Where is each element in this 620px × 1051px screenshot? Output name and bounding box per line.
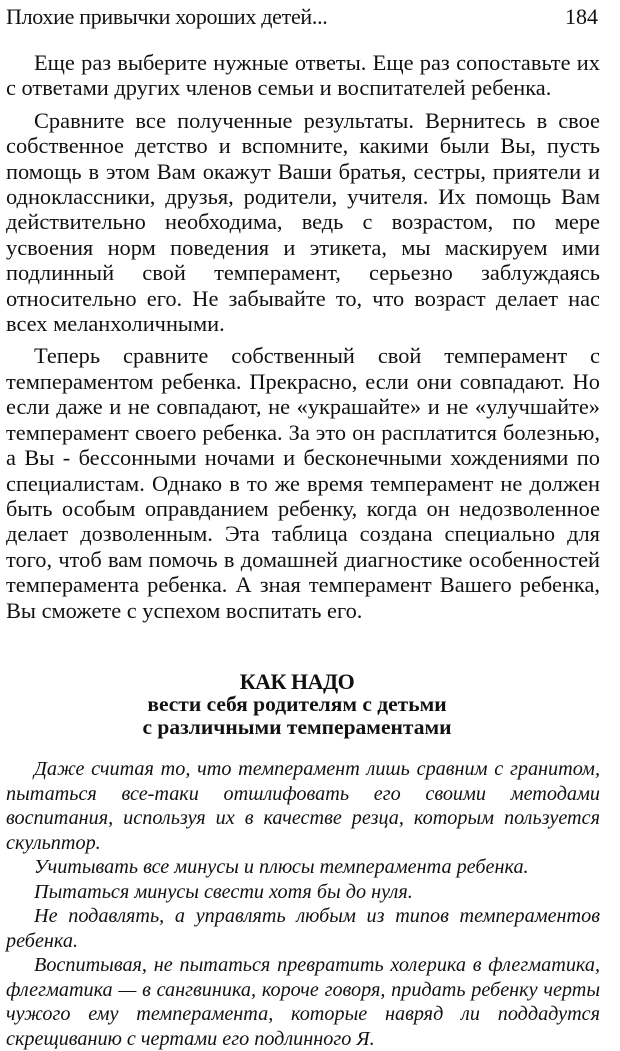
rule-item: Не подавлять, а управлять любым из типов темпераментов ребенка. <box>6 905 600 952</box>
running-title: Плохие привычки хороших детей... <box>6 4 328 29</box>
section-title: КАК НАДО <box>239 669 355 694</box>
section-subtitle-line-2: с различными темпераментами <box>142 715 452 739</box>
rule-item: Воспитывая, не пытаться превратить холерика в флегматика, флегматика — в сангвиника, короче говоря, придать ребенку черты чужого ему темперамента, которые навряд ли поддадутся скрещиванию с чертами его подлинного Я. <box>6 954 600 1050</box>
page-number: 184 <box>565 4 598 29</box>
rules-list <box>6 757 600 1051</box>
rule-item: Учитывать все минусы и плюсы темперамента ребенка. <box>34 856 529 878</box>
paragraph: Теперь сравните собственный свой темперамент с темпераментом ребенка. Прекрасно, если они совпадают. Но если даже и не совпадают, не «украшайте» и не «улучшайте» темперамент своего ребенка. За это он расплатится болезнью, а Вы - бессонными ночами и бесконечными хождениями по специалистам. Однако в то же время темперамент не должен быть особым оправданием ребенку, когда он недозволенное делает дозволенным. Эта таблица создана специально для того, чтоб вам помочь в домашней диагностике особенностей темперамента ребенка. А зная темперамент Вашего ребенка, Вы сможете с успехом воспитать его. <box>6 343 600 623</box>
paragraph: Сравните все полученные результаты. Вернитесь в свое собственное детство и вспомните, какими были Вы, пусть помощь в этом Вам окажут Ваши братья, сестры, приятели и одноклассники, друзья, родители, учителя. Их помощь Вам действительно необходима, ведь с возрастом, по мере усвоения норм поведения и этикета, мы маскируем ими подлинный свой темперамент, серьезно заблуждаясь относительно его. Не забывайте то, что возраст делает нас всех меланхоличными. <box>6 107 600 337</box>
page-header <box>6 2 598 32</box>
section-heading <box>0 670 594 739</box>
section-subtitle-line-1: вести себя родителям с детьми <box>147 692 447 716</box>
body-text <box>6 50 600 630</box>
paragraph: Еще раз выберите нужные ответы. Еще раз сопоставьте их с ответами других членов семьи и воспитателей ребенка. <box>6 50 600 101</box>
rule-item: Даже считая то, что темперамент лишь сравним с гранитом, пытаться все-таки отшлифовать его своими методами воспитания, используя их в качестве резца, которым пользуется скульптор. <box>6 758 600 854</box>
rule-item: Пытаться минусы свести хотя бы до нуля. <box>34 880 413 903</box>
